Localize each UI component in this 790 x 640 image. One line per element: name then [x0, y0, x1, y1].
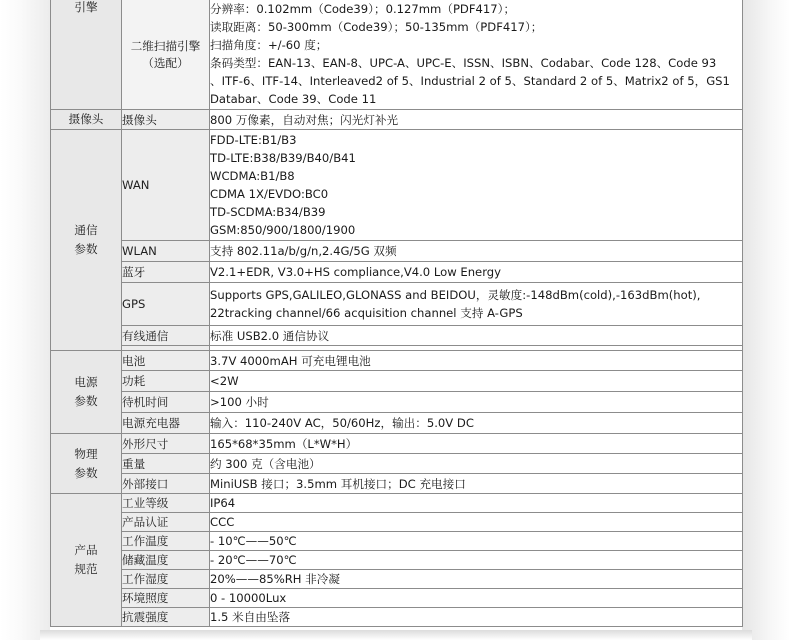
- category-physical-line2: 参数: [74, 465, 98, 480]
- value-line: 22tracking channel/66 acquisition channel 支持 A-GPS: [210, 306, 523, 320]
- table-row-product: [51, 570, 743, 589]
- value-line: GSM:850/900/1800/1900: [210, 223, 356, 237]
- value-line: TD-LTE:B38/B39/B40/B41: [210, 151, 356, 165]
- table-row-standby: [51, 392, 743, 413]
- sub-label-wlan: WLAN: [122, 241, 210, 262]
- sub-label-battery: 电池: [122, 351, 210, 371]
- value-line: FDD-LTE:B1/B3: [210, 133, 297, 147]
- value-consumption: <2W: [210, 371, 743, 392]
- page-right-shadow: [742, 0, 790, 640]
- category-power-line1: 电源: [74, 375, 98, 389]
- sub-label-weight: 重量: [122, 454, 210, 474]
- category-power-line2: 参数: [74, 394, 98, 408]
- category-product-line2: 规范: [74, 562, 98, 576]
- table-row-weight: [51, 454, 743, 474]
- category-power: [51, 351, 122, 434]
- table-row-wan: [51, 130, 743, 241]
- sub-label-standby: 待机时间: [122, 392, 210, 413]
- value-ports: MiniUSB 接口；3.5mm 耳机接口；DC 充电接口: [210, 474, 743, 494]
- value-line: WCDMA:B1/B8: [210, 169, 295, 183]
- value-line: Databar、Code 39、Code 11: [210, 92, 377, 106]
- value-line: 读取距离：50-300mm（Code39）；50-135mm（PDF417）；: [210, 20, 543, 34]
- value-wan: [210, 130, 743, 241]
- sub-label-2d-engine-line2: （选配）: [142, 55, 189, 70]
- table-row-wlan: [51, 241, 743, 262]
- category-communication-line2: 参数: [74, 242, 98, 256]
- sub-label-size: 外形尺寸: [122, 434, 210, 454]
- category-communication-line1: 通信: [74, 223, 98, 237]
- table-row-product: [51, 551, 743, 570]
- sub-label-product: 抗震强度: [122, 608, 210, 627]
- table-row-product: [51, 532, 743, 551]
- sub-label-charger: 电源充电器: [122, 413, 210, 434]
- sub-label-2d-engine: [122, 0, 210, 110]
- value-wired: 标准 USB2.0 通信协议: [210, 326, 743, 346]
- table-row-product: [51, 608, 743, 627]
- value-gps: [210, 283, 743, 326]
- value-line: TD-SCDMA:B34/B39: [210, 205, 326, 219]
- table-row-camera: [51, 110, 743, 130]
- sub-label-product: 工业等级: [122, 494, 210, 513]
- sub-label-wired: 有线通信: [122, 326, 210, 346]
- table-row-gps: [51, 283, 743, 326]
- sub-label-camera: 摄像头: [122, 110, 210, 130]
- sub-label-wan: WAN: [122, 130, 210, 241]
- value-product: - 20℃——70℃: [210, 551, 743, 570]
- value-line: 、ITF-6、ITF-14、Interleaved2 of 5、Industrial 2 of 5、Standard 2 of 5、Matrix2 of 5，GS1: [210, 74, 730, 88]
- table-row-charger: [51, 413, 743, 434]
- value-product: 1.5 米自由坠落: [210, 608, 743, 627]
- sub-label-product: 产品认证: [122, 513, 210, 532]
- table-row-battery: [51, 351, 743, 371]
- value-product: - 10℃——50℃: [210, 532, 743, 551]
- page-bottom-shadow: [40, 630, 752, 640]
- category-product: [51, 494, 122, 627]
- value-2d-engine: [210, 0, 743, 110]
- table-row-product: [51, 513, 743, 532]
- value-camera: 800 万像素，自动对焦；闪光灯补光: [210, 110, 743, 130]
- value-product: 20%——85%RH 非冷凝: [210, 570, 743, 589]
- sub-label-product: 工作温度: [122, 532, 210, 551]
- page-left-shadow: [0, 0, 50, 640]
- value-line: 条码类型：EAN-13、EAN-8、UPC-A、UPC-E、ISSN、ISBN、Codabar、Code 128、Code 93: [210, 56, 717, 70]
- value-battery: 3.7V 4000mAH 可充电锂电池: [210, 351, 743, 371]
- sub-label-product: 环境照度: [122, 589, 210, 608]
- value-weight: 约 300 克（含电池）: [210, 454, 743, 474]
- spec-table: [50, 0, 743, 627]
- value-standby: >100 小时: [210, 392, 743, 413]
- table-row-scan-engine: [51, 0, 743, 110]
- sub-label-product: 工作湿度: [122, 570, 210, 589]
- table-row-bluetooth: [51, 262, 743, 283]
- sub-label-2d-engine-line1: 二维扫描引擎: [130, 38, 201, 53]
- sub-label-gps: GPS: [122, 283, 210, 326]
- value-size: 165*68*35mm（L*W*H）: [210, 434, 743, 454]
- sub-label-ports: 外部接口: [122, 474, 210, 494]
- category-physical: [51, 434, 122, 494]
- value-line: 分辨率：0.102mm（Code39）；0.127mm（PDF417）；: [210, 2, 516, 16]
- category-product-line1: 产品: [74, 543, 98, 557]
- sub-label-product: 储藏温度: [122, 551, 210, 570]
- table-row-ports: [51, 474, 743, 494]
- category-camera: 摄像头: [51, 110, 122, 130]
- table-row-wired: [51, 326, 743, 346]
- value-charger: 输入：110-240V AC，50/60Hz，输出：5.0V DC: [210, 413, 743, 434]
- category-communication: [51, 130, 122, 351]
- category-physical-line1: 物理: [74, 446, 98, 461]
- sub-label-bluetooth: 蓝牙: [122, 262, 210, 283]
- table-row-product: [51, 589, 743, 608]
- value-product: IP64: [210, 494, 743, 513]
- category-engine: 引擎: [51, 0, 122, 110]
- sub-label-consumption: 功耗: [122, 371, 210, 392]
- value-line: CDMA 1X/EVDO:BC0: [210, 187, 329, 201]
- value-product: CCC: [210, 513, 743, 532]
- value-line: Supports GPS,GALILEO,GLONASS and BEIDOU，灵敏度:-148dBm(cold),-163dBm(hot),: [210, 288, 701, 302]
- value-wlan: 支持 802.11a/b/g/n,2.4G/5G 双频: [210, 241, 743, 262]
- table-row-size: [51, 434, 743, 454]
- value-product: 0 - 10000Lux: [210, 589, 743, 608]
- table-row-product: [51, 494, 743, 513]
- value-line: 扫描角度：+/-60 度；: [210, 38, 328, 52]
- value-bluetooth: V2.1+EDR, V3.0+HS compliance,V4.0 Low Energy: [210, 262, 743, 283]
- table-row-consumption: [51, 371, 743, 392]
